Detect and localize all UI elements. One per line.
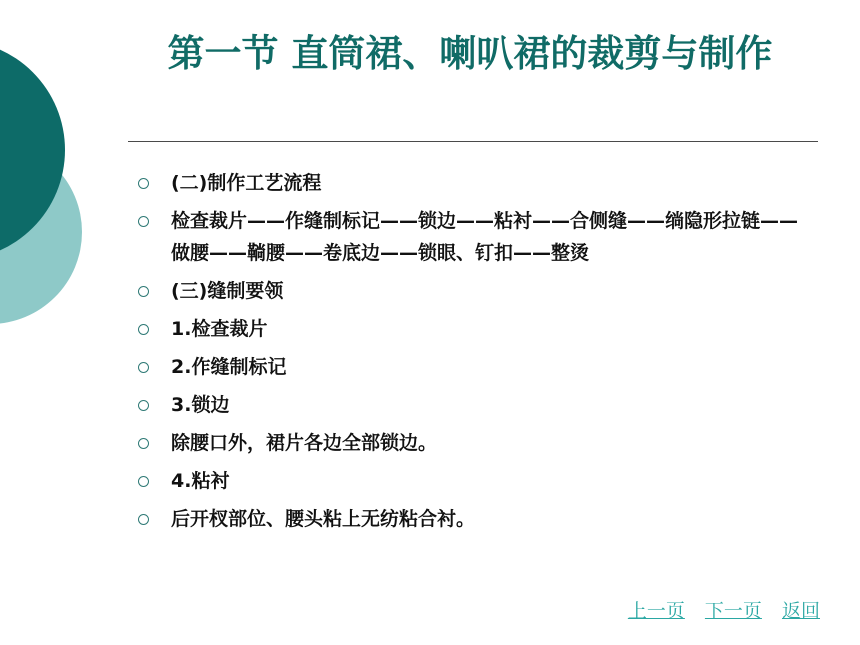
bullet-text: 2.作缝制标记 xyxy=(171,356,287,378)
bullet-item xyxy=(138,275,803,307)
bullet-text: (三)缝制要领 xyxy=(171,280,284,302)
circle-bullet-icon xyxy=(138,400,149,411)
circle-bullet-icon xyxy=(138,216,149,227)
bullet-text: (二)制作工艺流程 xyxy=(171,172,322,194)
back-link[interactable]: 返回 xyxy=(781,600,820,622)
bullet-text: 4.粘衬 xyxy=(171,470,230,492)
title-divider xyxy=(128,141,818,142)
slide-title: 第一节 直筒裙、喇叭裙的裁剪与制作 xyxy=(167,32,773,75)
bullet-item xyxy=(138,205,803,269)
slide-navigation xyxy=(614,596,820,623)
bullet-item xyxy=(138,465,803,497)
bullet-item xyxy=(138,167,803,199)
circle-bullet-icon xyxy=(138,178,149,189)
bullet-text: 1.检查裁片 xyxy=(171,318,268,340)
prev-page-link[interactable]: 上一页 xyxy=(627,600,685,622)
circle-bullet-icon xyxy=(138,324,149,335)
bullet-list xyxy=(138,167,803,541)
circle-bullet-icon xyxy=(138,286,149,297)
bullet-text: 3.锁边 xyxy=(171,394,230,416)
bullet-text: 检查裁片——作缝制标记——锁边——粘衬——合侧缝——绱隐形拉链——做腰——鞝腰——卷底边——锁眼、钉扣——整烫 xyxy=(171,210,799,264)
decorative-circles xyxy=(0,0,120,360)
circle-bullet-icon xyxy=(138,514,149,525)
bullet-item xyxy=(138,313,803,345)
bullet-text: 除腰口外，裙片各边全部锁边。 xyxy=(171,432,438,454)
next-page-link[interactable]: 下一页 xyxy=(704,600,762,622)
bullet-text: 后开杈部位、腰头粘上无纺粘合衬。 xyxy=(171,508,476,530)
circle-bullet-icon xyxy=(138,476,149,487)
bullet-item xyxy=(138,389,803,421)
bullet-item xyxy=(138,351,803,383)
bullet-item xyxy=(138,427,803,459)
bullet-item xyxy=(138,503,803,535)
circle-bullet-icon xyxy=(138,362,149,373)
circle-bullet-icon xyxy=(138,438,149,449)
